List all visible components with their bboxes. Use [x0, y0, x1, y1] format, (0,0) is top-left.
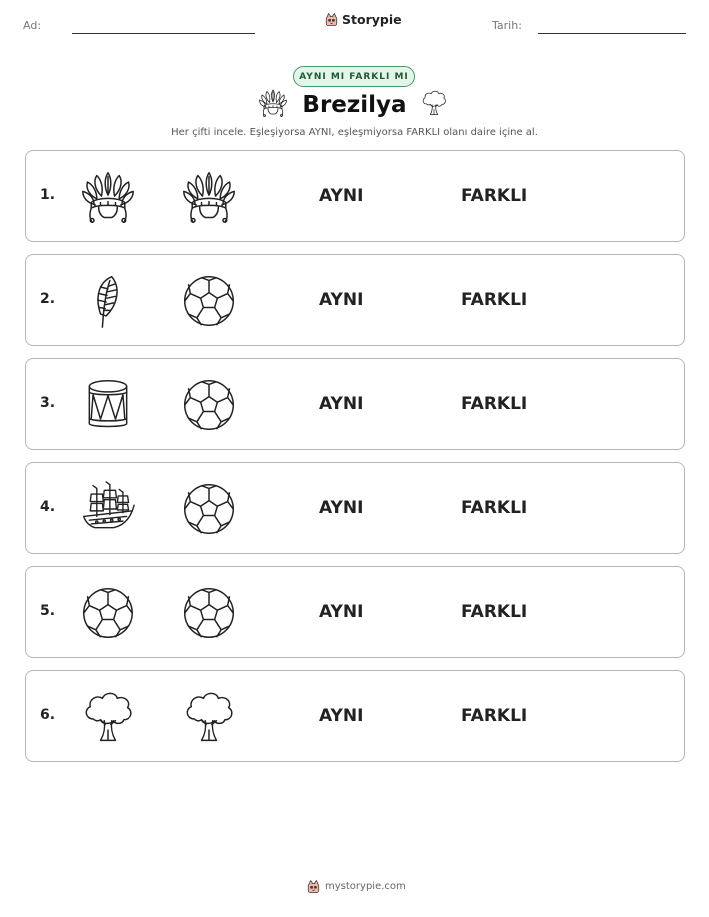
tree-icon — [80, 689, 136, 745]
ship-icon — [80, 481, 136, 537]
option-different[interactable]: FARKLI — [461, 394, 528, 414]
brand-name: Storypie — [342, 12, 402, 27]
page-title: Brezilya — [302, 92, 407, 118]
row-number: 5. — [40, 603, 56, 619]
option-different[interactable]: FARKLI — [461, 706, 528, 726]
row-number: 3. — [40, 395, 56, 411]
exercise-row-6 — [25, 670, 685, 762]
drum-icon — [80, 377, 136, 433]
exercise-row-2 — [25, 254, 685, 346]
name-line[interactable] — [72, 33, 255, 34]
feather-icon — [80, 273, 136, 329]
storypie-mascot-icon — [306, 879, 321, 894]
exercise-row-3 — [25, 358, 685, 450]
option-same[interactable]: AYNI — [319, 498, 364, 518]
option-different[interactable]: FARKLI — [461, 498, 528, 518]
tree-icon — [181, 689, 237, 745]
option-same[interactable]: AYNI — [319, 394, 364, 414]
option-same[interactable]: AYNI — [319, 186, 364, 206]
exercise-row-1 — [25, 150, 685, 242]
option-different[interactable]: FARKLI — [461, 602, 528, 622]
headdress-icon — [181, 169, 237, 225]
title-row — [0, 88, 709, 128]
option-same[interactable]: AYNI — [319, 706, 364, 726]
instructions: Her çifti incele. Eşleşiyorsa AYNI, eşleşmiyorsa FARKLI olanı daire içine al. — [171, 127, 538, 138]
tree-icon — [420, 88, 448, 118]
exercise-row-5 — [25, 566, 685, 658]
name-label: Ad: — [23, 19, 42, 32]
row-number: 6. — [40, 707, 56, 723]
row-number: 2. — [40, 291, 56, 307]
option-same[interactable]: AYNI — [319, 602, 364, 622]
soccer-ball-icon — [181, 481, 237, 537]
soccer-ball-icon — [80, 585, 136, 641]
date-line[interactable] — [538, 33, 686, 34]
row-number: 1. — [40, 187, 56, 203]
soccer-ball-icon — [181, 585, 237, 641]
soccer-ball-icon — [181, 273, 237, 329]
row-number: 4. — [40, 499, 56, 515]
headdress-icon — [80, 169, 136, 225]
soccer-ball-icon — [181, 377, 237, 433]
activity-badge: AYNI MI FARKLI MI — [293, 66, 415, 87]
option-different[interactable]: FARKLI — [461, 186, 528, 206]
option-same[interactable]: AYNI — [319, 290, 364, 310]
exercise-row-4 — [25, 462, 685, 554]
storypie-mascot-icon — [324, 12, 339, 27]
option-different[interactable]: FARKLI — [461, 290, 528, 310]
date-label: Tarih: — [492, 19, 522, 32]
footer — [306, 879, 406, 894]
footer-url[interactable]: mystorypie.com — [325, 881, 406, 892]
brand-logo — [324, 12, 402, 27]
